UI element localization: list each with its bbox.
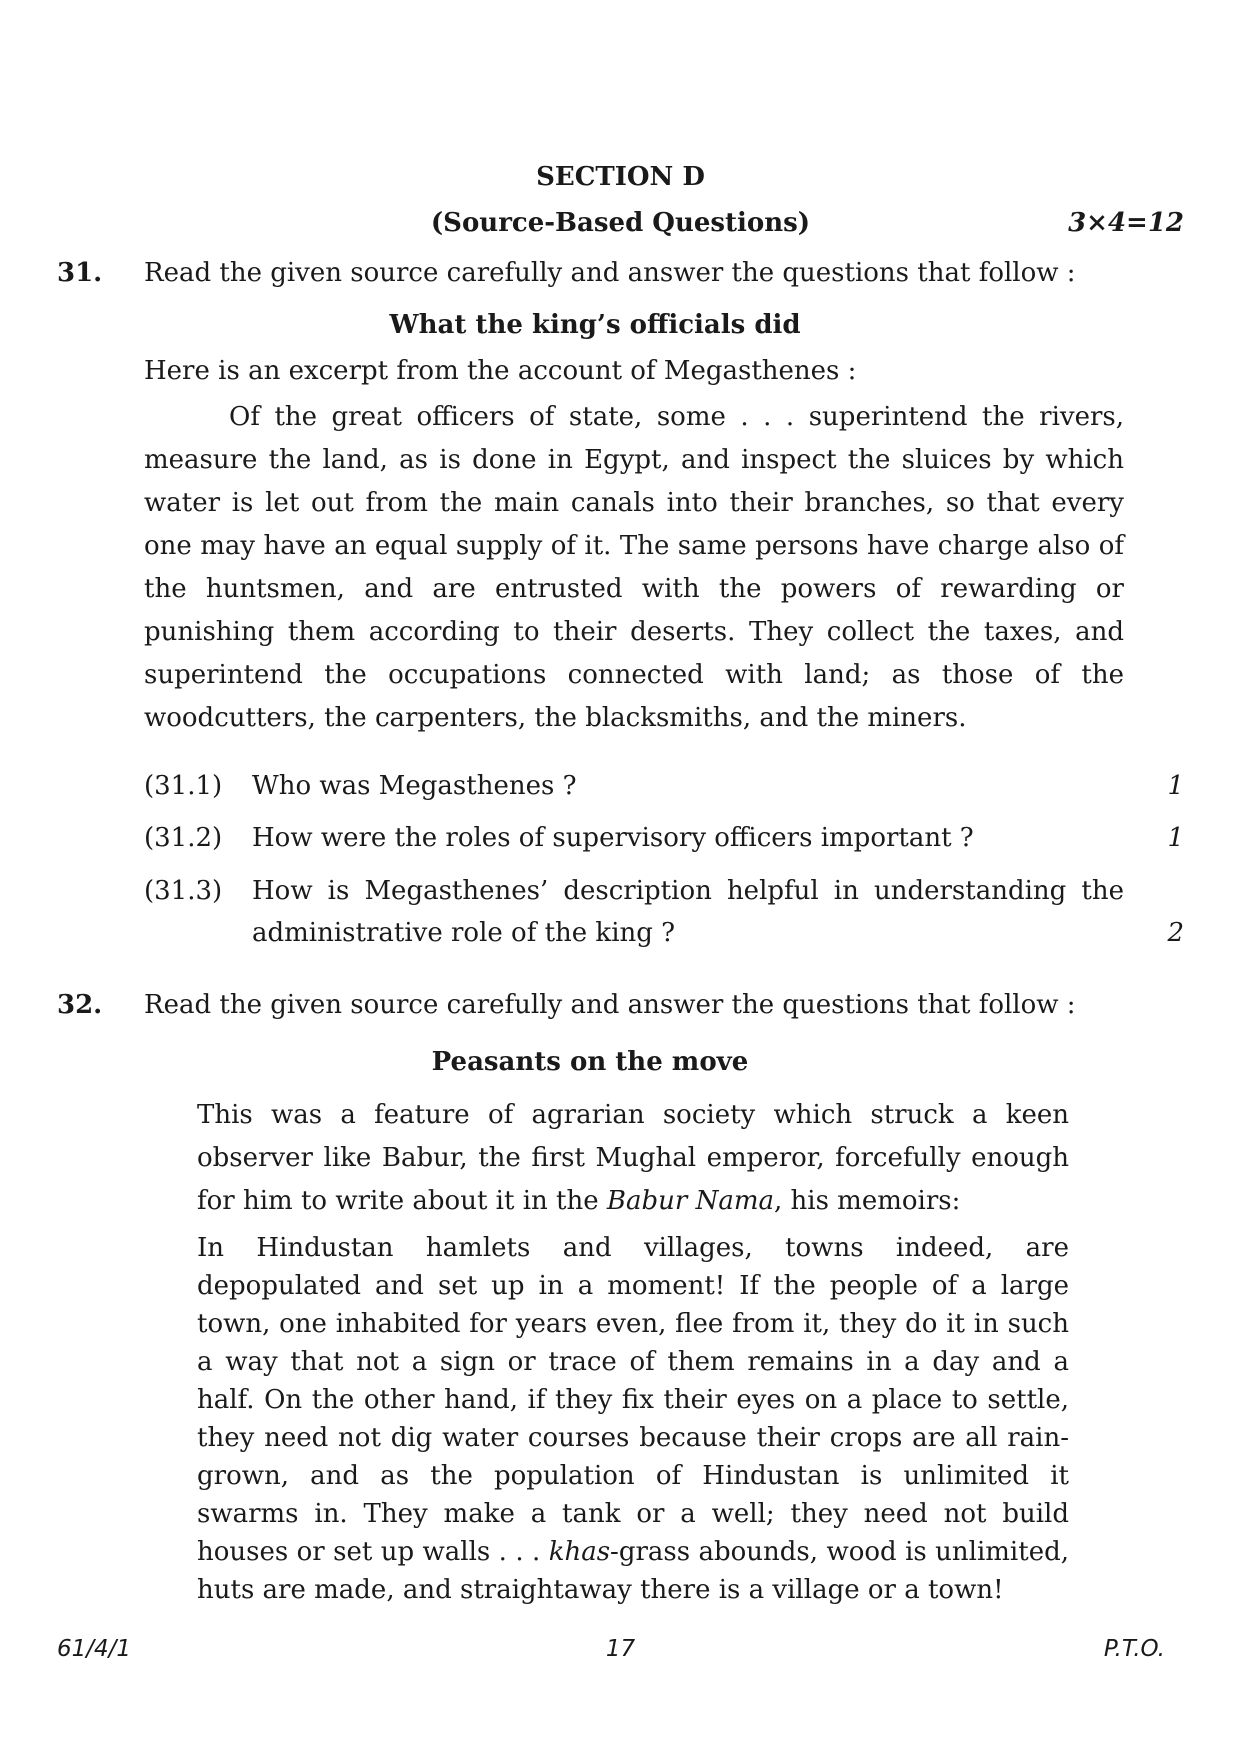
question-32-heading: Peasants on the move [431,1047,749,1077]
question-31-heading: What the king’s officials did [389,310,801,340]
quote-line: half. On the other hand, if they fix their eyes on a place to settle, [197,1385,1069,1415]
quote-line [197,1533,1069,1571]
subquestion-31-1-text: Who was Megasthenes ? [252,771,577,801]
question-31-intro: Here is an excerpt from the account of Megasthenes : [144,356,857,386]
intro-line-text: for him to write about it in the [197,1186,607,1216]
excerpt-line: punishing them according to their deserts. They collect the taxes, and [144,617,1124,647]
excerpt-line: measure the land, as is done in Egypt, and inspect the sluices by which [144,445,1124,475]
intro-line-text: , his memoirs: [773,1186,961,1216]
subquestion-31-3-text-line2: administrative role of the king ? [252,918,676,948]
quote-line-text: houses or set up walls . . . [197,1537,549,1567]
quote-line: a way that not a sign or trace of them remains in a day and a [197,1347,1069,1377]
subquestion-31-2-number: (31.2) [144,823,223,853]
section-subtitle: (Source-Based Questions) [430,208,811,238]
intro-line [197,1180,1069,1223]
intro-line: observer like Babur, the first Mughal emperor, forcefully enough [197,1143,1069,1173]
question-31-instruction: Read the given source carefully and answer the questions that follow : [144,258,1076,288]
question-31-number: 31. [57,258,103,288]
quote-line: they need not dig water courses because their crops are all rain- [197,1423,1069,1453]
footer-paper-code: 61/4/1 [57,1636,132,1662]
excerpt-line: Of the great officers of state, some . . . superintend the rivers, [229,402,1124,432]
quote-line: town, one inhabited for years even, flee from it, they do it in such [197,1309,1069,1339]
quote-line-text: -grass abounds, wood is unlimited, [610,1537,1069,1567]
subquestion-31-2-marks: 1 [1167,823,1184,853]
question-32-number: 32. [57,990,103,1020]
subquestion-31-1-marks: 1 [1167,771,1184,801]
section-marks: 3×4=12 [1068,208,1184,238]
excerpt-line: woodcutters, the carpenters, the blacksmiths, and the miners. [144,703,967,733]
subquestion-31-1-number: (31.1) [144,771,223,801]
quote-line: In Hindustan hamlets and villages, towns indeed, are [197,1233,1069,1263]
question-32-instruction: Read the given source carefully and answer the questions that follow : [144,990,1076,1020]
subquestion-31-3-text-line1: How is Megasthenes’ description helpful in understanding the [252,876,1124,906]
excerpt-line: the huntsmen, and are entrusted with the powers of rewarding or [144,574,1124,604]
intro-line: This was a feature of agrarian society which struck a keen [197,1100,1069,1130]
footer-pto: P.T.O. [1103,1636,1165,1662]
footer-page-number: 17 [605,1636,636,1662]
subquestion-31-3-number: (31.3) [144,876,223,906]
quote-line: grown, and as the population of Hindustan is unlimited it [197,1461,1069,1491]
subquestion-31-2-text: How were the roles of supervisory officers important ? [252,823,974,853]
section-title: SECTION D [536,162,705,192]
question-32-intro [197,1094,1069,1223]
excerpt-line: superintend the occupations connected with land; as those of the [144,660,1124,690]
question-31-excerpt [144,396,1124,740]
excerpt-line: one may have an equal supply of it. The same persons have charge also of [144,531,1124,561]
quote-line-term: khas [548,1537,611,1567]
quote-line: swarms in. They make a tank or a well; they need not build [197,1499,1069,1529]
subquestion-31-3-marks: 2 [1167,918,1184,948]
question-32-quote [197,1229,1069,1609]
excerpt-line: water is let out from the main canals into their branches, so that every [144,488,1124,518]
quote-line: huts are made, and straightaway there is a village or a town! [197,1575,1004,1605]
quote-line: depopulated and set up in a moment! If the people of a large [197,1271,1069,1301]
intro-line-title: Babur Nama [606,1186,774,1216]
